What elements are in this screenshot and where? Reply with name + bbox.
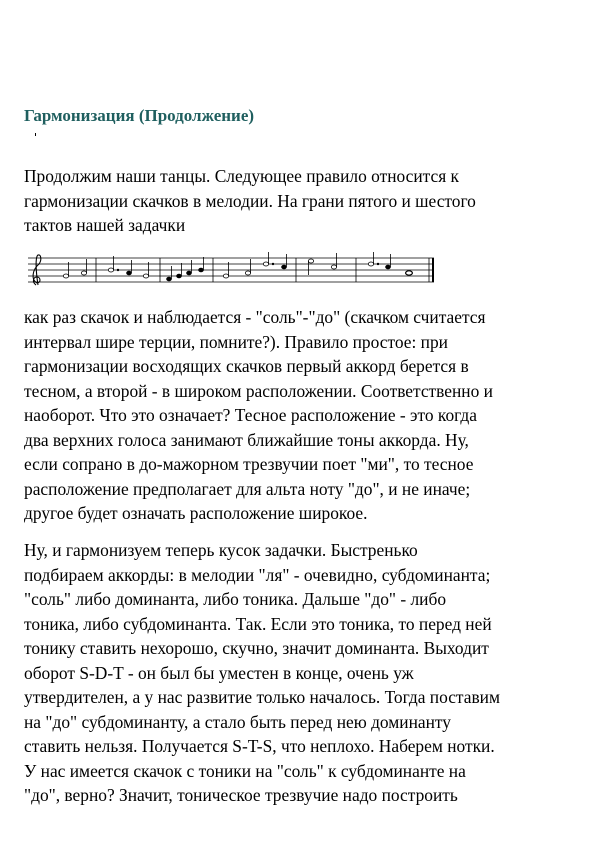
- paragraph-intro: [24, 164, 476, 238]
- text-line: тесном, а второй - в широком расположении. Соответственно и: [24, 380, 493, 401]
- text-line: подбираем аккорды: в мелодии "ля" - очевидно, субдоминанта;: [24, 564, 491, 585]
- text-line: оборот S-D-T - он был бы уместен в конце, очень уж: [24, 662, 414, 683]
- page-title: Гармонизация (Продолжение): [24, 106, 255, 125]
- decorative-mark: [35, 133, 36, 136]
- text-line: другое будет означать расположение широкое.: [24, 503, 368, 523]
- paragraph-rule: [24, 305, 493, 526]
- text-line: тонику ставить нехорошо, скучно, значит доминанта. Выходит: [24, 638, 489, 658]
- text-line: два верхних голоса занимают ближайшие тоны аккорда. Ну,: [24, 429, 469, 450]
- text-line: расположение предполагает для альта ноту "до", и не иначе;: [24, 478, 471, 499]
- text-line: интервал шире терции, помните?). Правило простое: при: [24, 331, 448, 352]
- text-line: как раз скачок и наблюдается - "соль"-"до" (скачком считается: [24, 307, 486, 327]
- text-line: У нас имеется скачок с тоники на "соль" к субдоминанте на: [24, 760, 466, 781]
- text-line: Продолжим наши танцы. Следующее правило относится к: [24, 166, 460, 186]
- text-line: "соль" либо доминанта, либо тоника. Дальше "до" - либо: [24, 589, 447, 609]
- paragraph-harmonization: [24, 538, 500, 808]
- text-line: тактов нашей задачки: [24, 215, 186, 235]
- text-line: утвердителен, а у нас развитие только началось. Тогда поставим: [24, 687, 500, 707]
- text-line: "до", верно? Значит, тоническое трезвучие надо построить: [24, 785, 458, 805]
- text-line: гармонизации восходящих скачков первый аккорд берется в: [24, 356, 469, 376]
- text-line: ставить нельзя. Получается S-T-S, что неплохо. Наберем нотки.: [24, 736, 495, 756]
- text-line: гармонизации скачков в мелодии. На грани пятого и шестого: [24, 190, 476, 211]
- text-line: Ну, и гармонизуем теперь кусок задачки. Быстренько: [24, 540, 418, 560]
- text-line: наоборот. Что это означает? Тесное расположение - это когда: [24, 405, 478, 425]
- text-line: если сопрано в до-мажорном трезвучии поет "ми", то тесное: [24, 454, 474, 474]
- text-line: на "до" субдоминанту, а стало быть перед нею доминанту: [24, 711, 452, 732]
- text-line: тоника, либо субдоминанта. Так. Если это тоника, то перед ней: [24, 613, 492, 634]
- music-staff-image: [26, 252, 436, 286]
